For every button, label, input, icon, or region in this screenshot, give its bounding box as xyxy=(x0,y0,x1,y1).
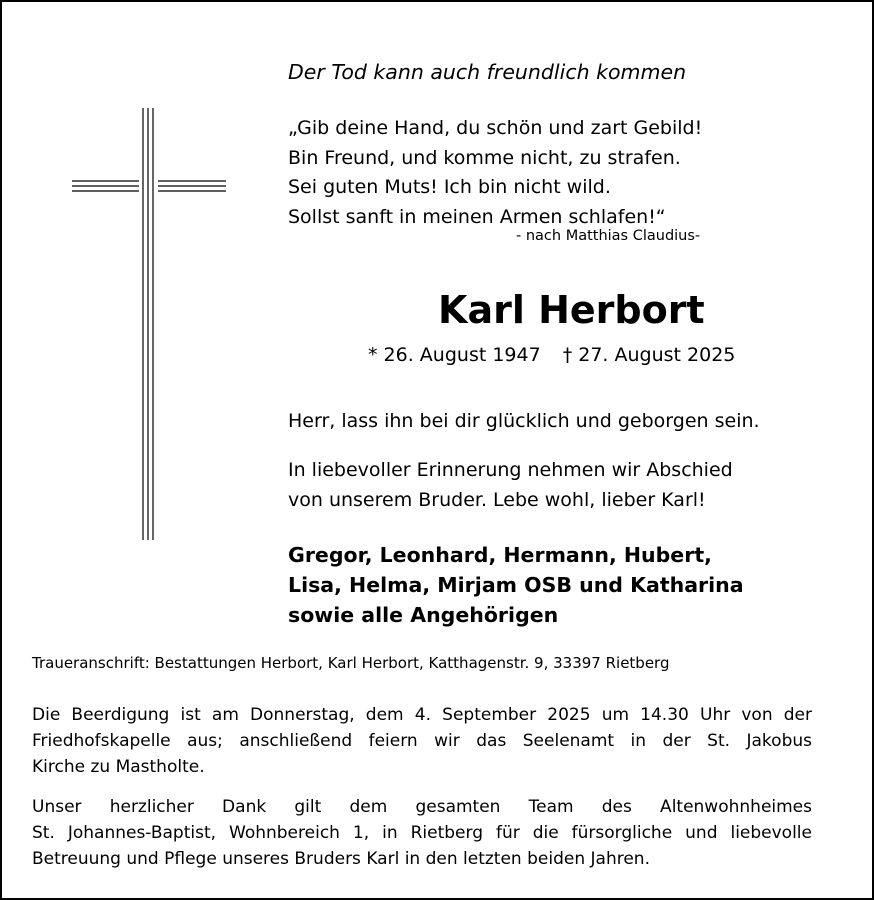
birth-date: * 26. August 1947 xyxy=(368,344,541,366)
poem-line: Sei guten Muts! Ich bin nicht wild. xyxy=(288,176,611,198)
family-line: sowie alle Angehörigen xyxy=(288,603,559,627)
life-dates xyxy=(368,344,735,366)
thanks-line: Unser herzlicher Dank gilt dem gesamten Team des Altenwohnheimes xyxy=(32,797,812,817)
funeral-line: Friedhofskapelle aus; anschließend feiern wir das Seelenamt in der St. Jakobus xyxy=(32,731,812,751)
farewell-line: In liebevoller Erinnerung nehmen wir Abschied xyxy=(288,459,733,481)
family-line: Lisa, Helma, Mirjam OSB und Katharina xyxy=(288,573,744,597)
cross-icon xyxy=(72,108,226,540)
funeral-line: Kirche zu Mastholte. xyxy=(32,757,205,777)
poem-line: Sollst sanft in meinen Armen schlafen!“ xyxy=(288,205,666,228)
thanks-line: Betreuung und Pflege unseres Bruders Karl in den letzten beiden Jahren. xyxy=(32,849,650,869)
funeral-info xyxy=(32,702,812,780)
funeral-line: Die Beerdigung ist am Donnerstag, dem 4. September 2025 um 14.30 Uhr von der xyxy=(32,705,812,725)
farewell-line: von unserem Bruder. Lebe wohl, lieber Karl! xyxy=(288,488,706,511)
family-names xyxy=(288,540,744,630)
thanks-text xyxy=(32,794,812,872)
poem-line: „Gib deine Hand, du schön und zart Gebild! xyxy=(288,117,703,139)
farewell-text xyxy=(288,456,733,515)
death-date: † 27. August 2025 xyxy=(562,344,736,366)
mourning-address: Traueranschrift: Bestattungen Herbort, Karl Herbort, Katthagenstr. 9, 33397 Rietberg xyxy=(32,654,670,672)
quote-title: Der Tod kann auch freundlich kommen xyxy=(288,60,687,84)
deceased-name: Karl Herbort xyxy=(438,288,705,332)
poem-attribution: - nach Matthias Claudius- xyxy=(516,228,701,244)
prayer-line: Herr, lass ihn bei dir glücklich und geborgen sein. xyxy=(288,410,760,432)
poem-line: Bin Freund, und komme nicht, zu strafen. xyxy=(288,146,681,169)
thanks-line: St. Johannes-Baptist, Wohnbereich 1, in Rietberg für die fürsorgliche und liebevolle xyxy=(32,823,812,843)
poem xyxy=(288,114,702,232)
family-line: Gregor, Leonhard, Hermann, Hubert, xyxy=(288,543,712,567)
